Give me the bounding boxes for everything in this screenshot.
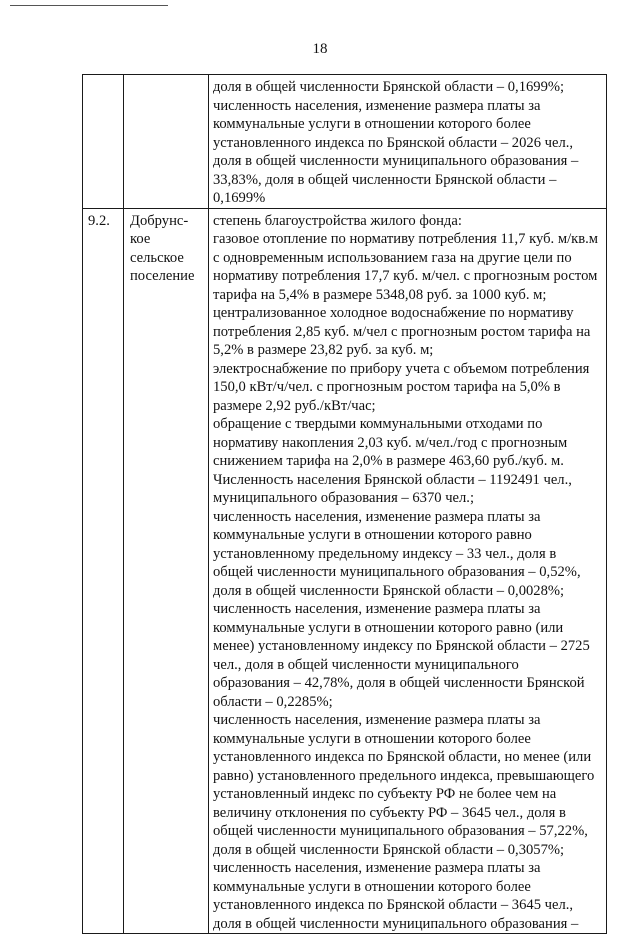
page-number: 18	[312, 41, 328, 57]
text-line: коммунальные услуги в отношении которого более	[213, 116, 531, 132]
text-line: установленный индекс по субъекту РФ не более чем на	[213, 786, 557, 802]
text-line: образования – 42,78%, доля в общей численности Брянской	[213, 675, 585, 691]
text-line: численность населения, изменение размера платы за	[213, 97, 541, 114]
text-line: снижением тарифа на 2,0% в размере 463,60 руб./куб. м.	[213, 453, 564, 469]
row-name-line: поселение	[130, 268, 195, 284]
text-line: установленному предельному индексу – 33 чел., доля в	[213, 545, 557, 562]
text-line: 33,83%, доля в общей численности Брянской области –	[213, 171, 557, 188]
text-line: численность населения, изменение размера платы за	[213, 860, 541, 876]
text-line: 150,0 кВт/ч/чел. с прогнозным ростом тарифа на 5,0% в	[213, 379, 561, 395]
row-number: 9.2.	[88, 212, 110, 229]
row-number-cell	[83, 208, 124, 934]
text-line: установленного индекса по Брянской области – 3645 чел.,	[213, 897, 574, 913]
text-line: нормативу накопления 2,03 куб. м/чел./год с прогнозным	[213, 434, 568, 451]
text-line: доля в общей численности муниципального образования –	[213, 915, 579, 932]
table-row-continued	[83, 75, 607, 209]
text-line: коммунальные услуги в отношении которого более	[213, 878, 531, 895]
text-line: размере 2,92 руб./кВт/час;	[213, 397, 376, 414]
text-line: коммунальные услуги в отношении которого более	[213, 730, 531, 747]
row-name-line: сельское	[130, 249, 184, 266]
text-line: величину отклонения по субъекту РФ – 3645 чел., доля в	[213, 804, 566, 821]
text-line: коммунальные услуги в отношении которого равно	[213, 527, 532, 543]
row-name-line: Добрунс-	[130, 212, 189, 229]
text-line: общей численности муниципального образования – 0,52%,	[213, 564, 581, 580]
text-line: тарифа на 5,4% в размере 5348,08 руб. за 1000 куб. м;	[213, 286, 547, 303]
text-line: коммунальные услуги в отношении которого равно (или	[213, 619, 564, 636]
text-line: с одновременным использованием газа на другие цели по	[213, 249, 572, 266]
text-line: установленного индекса по Брянской области – 2026 чел.,	[213, 134, 574, 151]
text-line: 0,1699%	[213, 190, 266, 206]
text-line: централизованное холодное водоснабжение по нормативу	[213, 305, 574, 321]
text-line: доля в общей численности Брянской области – 0,0028%;	[213, 582, 565, 599]
text-line: равно) установленного предельного индекса, превышающего	[213, 767, 595, 784]
text-line: степень благоустройства жилого фонда:	[213, 212, 462, 229]
row-name-cell	[124, 208, 209, 934]
text-line: доля в общей численности Брянской области – 0,3057%;	[213, 841, 565, 858]
text-line: муниципального образования – 6370 чел.;	[213, 490, 475, 506]
row-text-cell	[209, 75, 607, 209]
row-name-line: кое	[130, 231, 151, 247]
text-line: области – 0,2285%;	[213, 693, 333, 710]
text-line: доля в общей численности муниципального образования –	[213, 153, 579, 169]
text-line: общей численности муниципального образования – 57,22%,	[213, 823, 588, 839]
text-line: потребления 2,85 куб. м/чел с прогнозным ростом тарифа на	[213, 323, 591, 340]
text-line: чел., доля в общей численности муниципального	[213, 656, 519, 673]
document-table	[82, 74, 607, 934]
text-line: численность населения, изменение размера платы за	[213, 712, 541, 728]
row-number-cell-empty	[83, 75, 124, 209]
row-text-cell	[209, 208, 607, 934]
table-row	[83, 208, 607, 934]
text-line: численность населения, изменение размера платы за	[213, 601, 541, 617]
text-line: нормативу потребления 17,7 куб. м/чел. с прогнозным ростом	[213, 268, 598, 284]
text-line: газовое отопление по нормативу потребления 11,7 куб. м/кв.м	[213, 231, 598, 247]
text-line: менее) установленному индексу по Брянской области – 2725	[213, 638, 590, 654]
text-line: 5,2% в размере 23,82 руб. за куб. м;	[213, 342, 434, 358]
text-line: доля в общей численности Брянской области – 0,1699%;	[213, 79, 565, 95]
text-line: численность населения, изменение размера платы за	[213, 508, 541, 525]
top-rule	[10, 5, 168, 6]
text-line: установленного индекса по Брянской области, но менее (или	[213, 749, 592, 765]
text-line: Численность населения Брянской области – 1192491 чел.,	[213, 471, 572, 488]
row-name-cell-empty	[124, 75, 209, 209]
text-line: электроснабжение по прибору учета с объемом потребления	[213, 360, 590, 377]
text-line: обращение с твердыми коммунальными отходами по	[213, 416, 543, 432]
